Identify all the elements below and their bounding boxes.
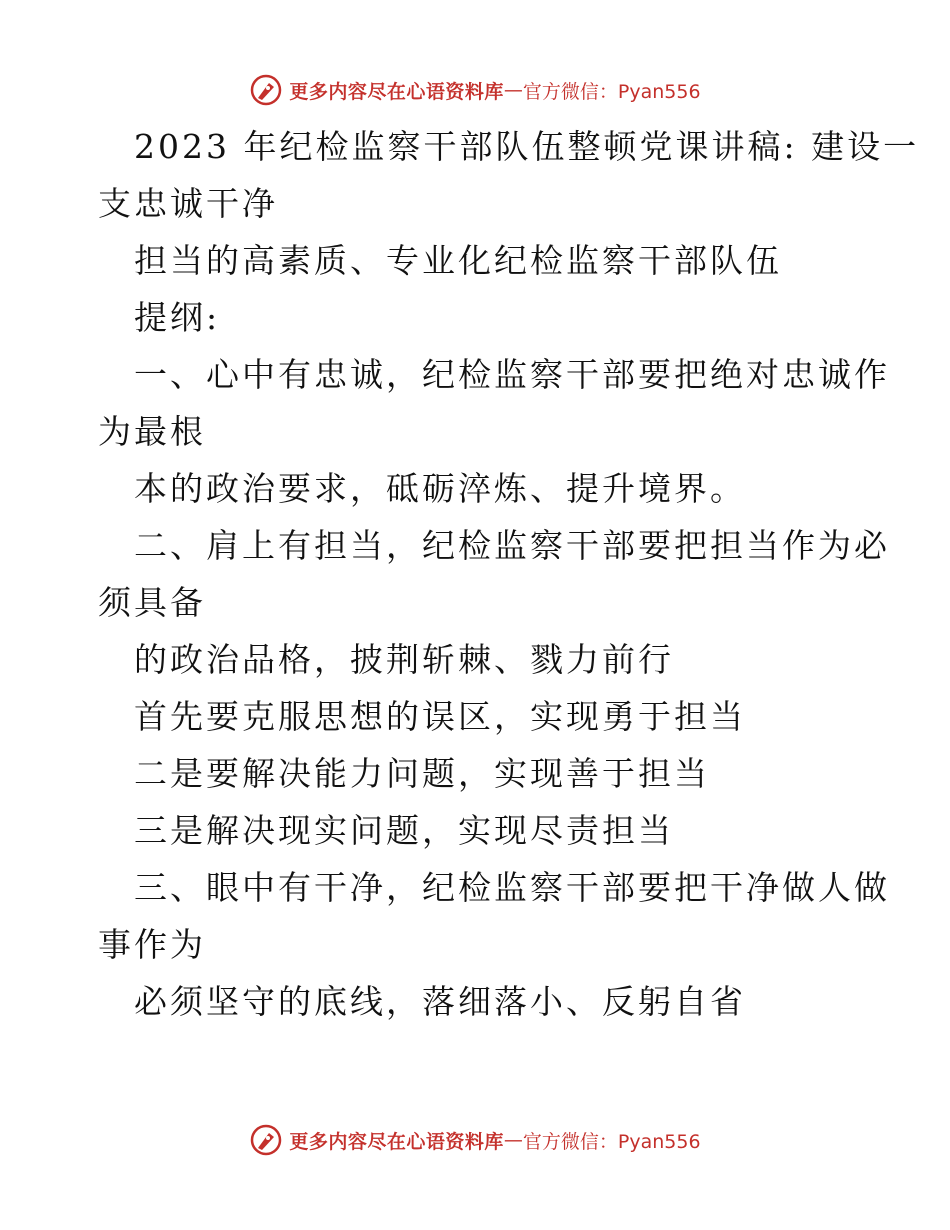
document-body bbox=[98, 118, 920, 1030]
banner-separator: — bbox=[503, 1129, 523, 1151]
pen-nib-logo-icon bbox=[249, 1123, 283, 1157]
document-line: 2023 年纪检监察干部队伍整顿党课讲稿: 建设一 bbox=[134, 127, 920, 166]
document-line: 三、眼中有干净，纪检监察干部要把干净做人做 bbox=[134, 868, 890, 907]
banner-text: 更多内容尽在心语资料库 bbox=[289, 80, 504, 103]
document-line: 二是要解决能力问题，实现善于担当 bbox=[134, 754, 710, 793]
document-line: 为最根 bbox=[98, 412, 206, 451]
document-line: 事作为 bbox=[98, 925, 206, 964]
document-line: 必须坚守的底线，落细落小、反躬自省 bbox=[134, 982, 746, 1021]
footer-banner bbox=[0, 1120, 950, 1160]
banner-wechat-label: 官方微信：Pyan556 bbox=[522, 80, 701, 103]
document-line: 首先要克服思想的误区，实现勇于担当 bbox=[134, 697, 746, 736]
document-line: 支忠诚干净 bbox=[98, 184, 278, 223]
document-line: 提纲: bbox=[134, 298, 221, 337]
document-line: 担当的高素质、专业化纪检监察干部队伍 bbox=[134, 241, 782, 280]
document-line: 一、心中有忠诚，纪检监察干部要把绝对忠诚作 bbox=[134, 355, 890, 394]
document-line: 须具备 bbox=[98, 583, 206, 622]
pen-nib-logo-icon bbox=[249, 73, 283, 107]
header-banner bbox=[0, 70, 950, 110]
document-line: 二、肩上有担当，纪检监察干部要把担当作为必 bbox=[134, 526, 890, 565]
banner-text: 更多内容尽在心语资料库 bbox=[289, 1130, 504, 1153]
banner-wechat-label: 官方微信：Pyan556 bbox=[522, 1130, 701, 1153]
document-line: 本的政治要求，砥砺淬炼、提升境界。 bbox=[134, 469, 746, 508]
banner-separator: — bbox=[503, 79, 523, 101]
document-line: 的政治品格，披荆斩棘、戮力前行 bbox=[134, 640, 674, 679]
document-line: 三是解决现实问题，实现尽责担当 bbox=[134, 811, 674, 850]
